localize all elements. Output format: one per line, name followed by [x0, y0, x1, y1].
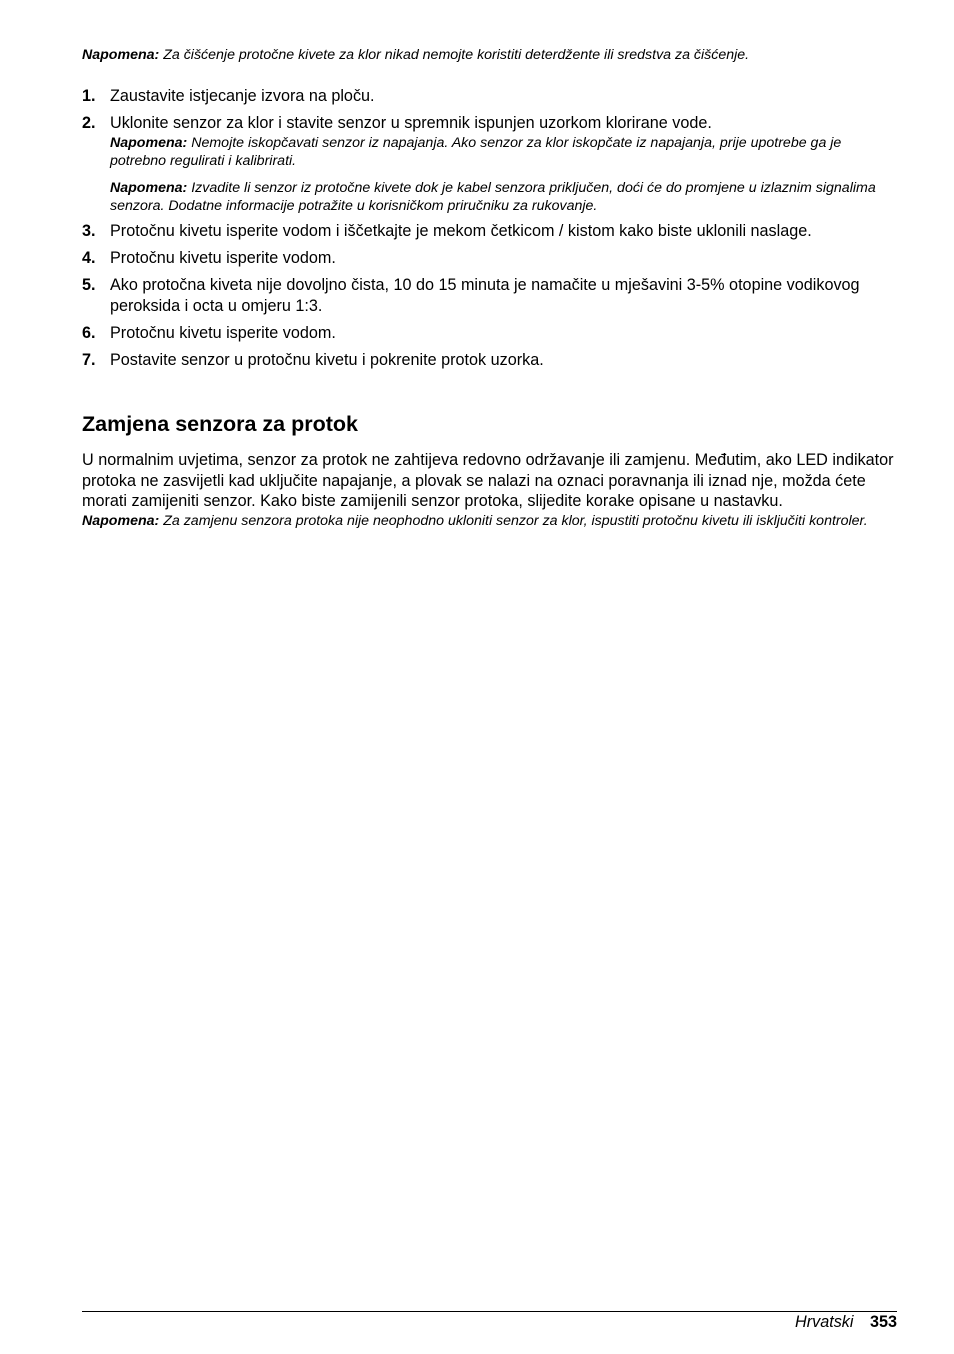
- section-heading: Zamjena senzora za protok: [82, 412, 358, 436]
- step-text: Ako protočna kiveta nije dovoljno čista, 10 do 15 minuta je namačite u mješavini 3-5% otopine vodikovog peroksida i octa u omjeru 1:3.: [110, 276, 860, 315]
- note-text: Nemojte iskopčavati senzor iz napajanja. Ako senzor za klor iskopčate iz napajanja, prije upotrebe ga je potrebno regulirati i kalibrirati.: [110, 135, 842, 169]
- step-item: [82, 323, 897, 344]
- page-number: 353: [869, 1313, 897, 1331]
- note-text: Za zamjenu senzora protoka nije neophodno ukloniti senzor za klor, ispustiti protočnu kivetu ili isključiti kontroler.: [163, 512, 868, 529]
- note-text: Za čišćenje protočne kivete za klor nikad nemojte koristiti deterdžente ili sredstva za čišćenje.: [163, 47, 750, 63]
- step-item: [82, 350, 897, 371]
- step-item: [82, 248, 897, 269]
- section-paragraph: U normalnim uvjetima, senzor za protok ne zahtijeva redovno održavanje ili zamjenu. Međutim, ako LED indikator protoka ne zasvijetli kad uključite napajanje, a plovak se nalazi na oznaci poravnanja ili iznad nje, možda ćete morati zamijeniti senzor. Kako biste zamijenili senzor protoka, slijedite korake opisane u nastavku.: [82, 451, 894, 510]
- footer-divider: [82, 1311, 897, 1312]
- step-note: [110, 179, 897, 215]
- note-label: Napomena:: [82, 47, 160, 63]
- note-label: Napomena:: [110, 135, 188, 151]
- step-text: Protočnu kivetu isperite vodom i iščetkajte je mekom četkicom / kistom kako biste uklonili naslage.: [110, 222, 812, 240]
- step-item: [82, 221, 897, 242]
- step-number: 4.: [82, 249, 96, 267]
- top-note: [82, 46, 897, 64]
- step-number: 5.: [82, 276, 96, 294]
- note-label: Napomena:: [82, 512, 160, 529]
- step-number: 6.: [82, 324, 96, 342]
- section-body: [82, 450, 897, 530]
- page-footer: [795, 1312, 897, 1332]
- step-text: Uklonite senzor za klor i stavite senzor u spremnik ispunjen uzorkom klorirane vode.: [110, 114, 712, 132]
- step-number: 3.: [82, 222, 96, 240]
- note-text: Izvadite li senzor iz protočne kivete dok je kabel senzora priključen, doći će do promjene u izlaznim signalima senzora. Dodatne informacije potražite u korisničkom priručniku za rukovanje.: [110, 180, 876, 214]
- step-text: Protočnu kivetu isperite vodom.: [110, 249, 336, 267]
- step-note: [110, 134, 897, 170]
- section-note: [82, 512, 897, 530]
- procedure-steps: [82, 86, 897, 377]
- step-text: Postavite senzor u protočnu kivetu i pokrenite protok uzorka.: [110, 351, 544, 369]
- footer-language: Hrvatski: [795, 1313, 854, 1331]
- step-number: 7.: [82, 351, 96, 369]
- step-item: [82, 113, 897, 215]
- step-number: 2.: [82, 114, 96, 132]
- note-label: Napomena:: [110, 180, 188, 196]
- step-number: 1.: [82, 87, 96, 105]
- step-item: [82, 275, 897, 317]
- step-text: Zaustavite istjecanje izvora na ploču.: [110, 87, 375, 105]
- step-text: Protočnu kivetu isperite vodom.: [110, 324, 336, 342]
- step-item: [82, 86, 897, 107]
